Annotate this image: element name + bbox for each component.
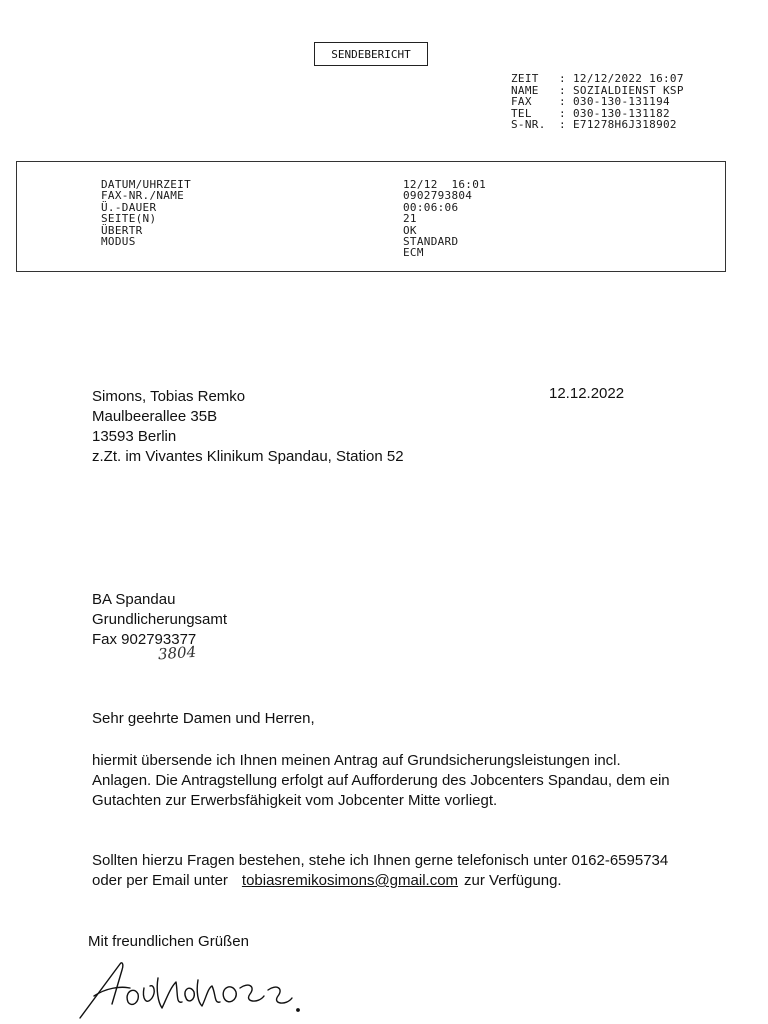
transmission-value: 12/12 16:01 <box>403 178 487 191</box>
info-value: SOZIALDIENST KSP <box>573 83 684 97</box>
sender-info-block <box>511 73 684 131</box>
recipient-address <box>92 590 227 650</box>
letter-date: 12.12.2022 <box>549 385 625 402</box>
email-link[interactable]: tobiasremikosimons@gmail.com <box>241 872 459 889</box>
info-separator: : <box>559 72 566 85</box>
sender-name: Simons, Tobias Remko <box>92 388 246 405</box>
salutation: Sehr geehrte Damen und Herren, <box>92 710 315 727</box>
handwritten-signature <box>72 958 322 1022</box>
transmission-labels <box>101 179 191 247</box>
info-key: FAX <box>511 95 532 108</box>
info-key: S-NR. <box>511 118 546 131</box>
info-separator: : <box>559 95 566 108</box>
transmission-label: MODUS <box>101 234 136 248</box>
transmission-label: DATUM/UHRZEIT <box>101 178 191 191</box>
transmission-label: ÜBERTR <box>101 223 143 237</box>
info-separator: : <box>559 118 566 131</box>
contact-text-end: zur Verfügung. <box>464 872 562 889</box>
transmission-value: ECM <box>403 246 424 260</box>
transmission-report-box <box>16 161 726 272</box>
sender-location-note: z.Zt. im Vivantes Klinikum Spandau, Station 52 <box>92 448 404 465</box>
sender-street: Maulbeerallee 35B <box>92 408 218 425</box>
info-key: ZEIT <box>511 72 539 85</box>
handwritten-fax-correction: 3804 <box>157 642 197 664</box>
sender-city: 13593 Berlin <box>92 428 177 445</box>
recipient-fax: Fax 902793377 <box>92 631 197 648</box>
info-value: 12/12/2022 16:07 <box>573 72 684 85</box>
sender-info-row <box>511 96 684 108</box>
fax-report-title: SENDEBERICHT <box>314 42 428 66</box>
info-key: NAME <box>511 83 539 97</box>
body-paragraph: hiermit übersende ich Ihnen meinen Antrag auf Grundsicherungsleistungen incl. Anlagen. Die Antragstellung erfolgt auf Aufforderung des Jobcenters Spandau, dem ein Gutachten zur Erwerbsfähigkeit vom Jobcenter Mitte vorliegt. <box>92 752 670 809</box>
info-separator: : <box>559 83 566 97</box>
info-value: 030-130-131182 <box>573 106 670 120</box>
transmission-value: OK <box>403 223 417 237</box>
body-paragraph-contact <box>92 851 682 891</box>
transmission-value: 00:06:06 <box>403 200 459 214</box>
transmission-values <box>403 179 486 259</box>
sender-info-row <box>511 119 684 131</box>
recipient-name: BA Spandau <box>92 591 176 608</box>
recipient-department: Grundlicherungsamt <box>92 611 228 628</box>
transmission-label: SEITE(N) <box>101 212 157 226</box>
sender-info-row <box>511 73 684 85</box>
closing-greeting: Mit freundlichen Grüßen <box>88 933 249 950</box>
info-value: E71278H6J318902 <box>573 118 677 131</box>
sender-address <box>92 387 404 467</box>
transmission-label: Ü.-DAUER <box>101 200 157 214</box>
transmission-value: 0902793804 <box>403 189 473 203</box>
transmission-label: FAX-NR./NAME <box>101 189 185 203</box>
info-separator: : <box>559 106 566 120</box>
contact-text: Sollten hierzu Fragen bestehen, stehe ich Ihnen gerne telefonisch unter 0162-6595734 oder per Email unter <box>92 852 669 889</box>
transmission-value: 21 <box>403 212 417 226</box>
info-value: 030-130-131194 <box>573 95 670 108</box>
transmission-value: STANDARD <box>403 234 459 248</box>
info-key: TEL <box>511 106 532 120</box>
